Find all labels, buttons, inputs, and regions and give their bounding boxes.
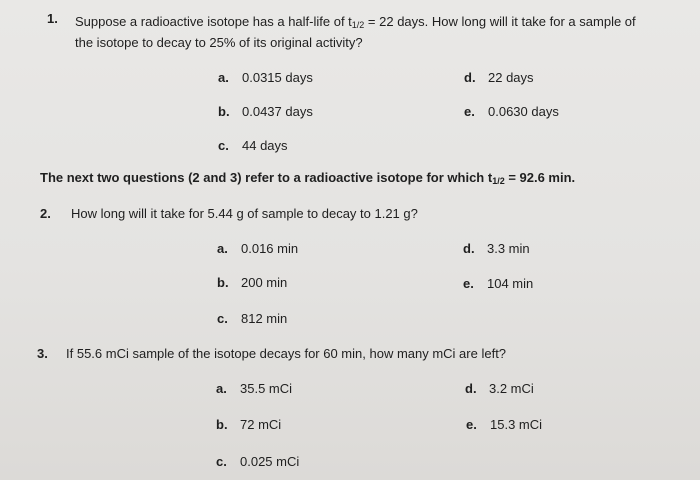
question-1-number: 1. (47, 11, 58, 26)
half-life-subscript: 1/2 (351, 20, 365, 30)
q1-option-d[interactable]: d. 22 days (464, 70, 534, 85)
q2-option-b[interactable]: b. 200 min (217, 275, 288, 290)
half-life-subscript: 1/2 (492, 176, 505, 186)
q3-option-c[interactable]: c. 0.025 mCi (216, 454, 300, 469)
q2-option-d[interactable]: d. 3.3 min (463, 241, 530, 256)
q1-option-e[interactable]: e. 0.0630 days (464, 104, 559, 119)
q2-option-e[interactable]: e. 104 min (463, 276, 534, 291)
q3-option-a[interactable]: a. 35.5 mCi (216, 381, 293, 396)
q2-option-a[interactable]: a. 0.016 min (217, 241, 299, 256)
q3-option-d[interactable]: d. 3.2 mCi (465, 381, 534, 396)
question-2-text: How long will it take for 5.44 g of sample to decay to 1.21 g? (71, 206, 418, 221)
question-3-text: If 55.6 mCi sample of the isotope decays for 60 min, how many mCi are left? (66, 346, 507, 361)
question-1-line-2: the isotope to decay to 25% of its original activity? (75, 35, 363, 50)
q1-option-a[interactable]: a. 0.0315 days (218, 70, 313, 85)
q1-option-b[interactable]: b. 0.0437 days (218, 104, 313, 119)
question-1-text-end: = 22 days. How long will it take for a sample of (364, 14, 636, 29)
q3-option-b[interactable]: b. 72 mCi (216, 417, 282, 432)
q3-option-e[interactable]: e. 15.3 mCi (466, 417, 543, 432)
q1-option-c[interactable]: c. 44 days (218, 138, 288, 153)
question-2-number: 2. (40, 206, 51, 221)
shared-question-intro: The next two questions (2 and 3) refer to a radioactive isotope for which $t_{1/2} = 92.6$ min. (40, 170, 576, 186)
question-3-number: 3. (37, 346, 48, 361)
q2-option-c[interactable]: c. 812 min (217, 311, 288, 326)
question-1-text-start: Suppose a radioactive isotope has a half-life of t (75, 14, 352, 29)
